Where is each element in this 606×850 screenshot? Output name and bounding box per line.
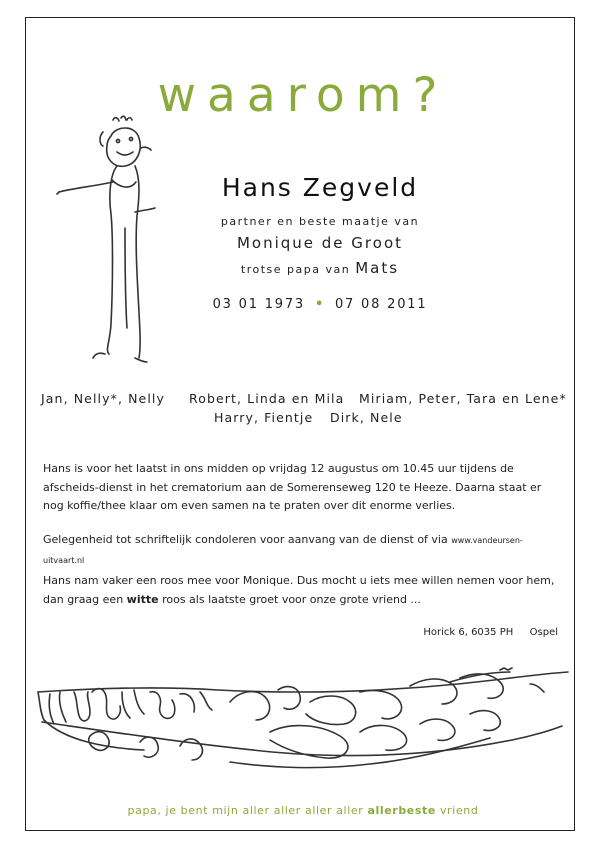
relationship-line-3 bbox=[160, 259, 480, 277]
date-separator: • bbox=[314, 297, 326, 312]
rose-text-after: roos als laatste groet voor onze grote vriend ... bbox=[162, 592, 421, 606]
address-street: Horick 6, 6035 PH bbox=[423, 627, 514, 638]
family-group-2: Robert, Linda en Mila bbox=[189, 391, 345, 406]
stick-figure-drawing bbox=[55, 108, 165, 373]
child-name: Mats bbox=[355, 259, 400, 277]
rose-paragraph bbox=[43, 572, 563, 609]
footer-text-after: vriend bbox=[440, 804, 479, 817]
rose-text-before: Hans nam vaker een roos mee voor Monique. Dus mocht u iets mee willen nemen voor hem, dan graag een bbox=[43, 574, 555, 606]
birth-date: 03 01 1973 bbox=[212, 297, 305, 312]
rose-text-bold: witte bbox=[126, 592, 159, 606]
footer-text-before: papa, je bent mijn aller aller aller aller bbox=[127, 804, 364, 817]
deceased-name: Hans Zegveld bbox=[221, 173, 419, 202]
condolence-text: Gelegenheid tot schriftelijk condoleren voor aanvang van de dienst of via bbox=[43, 533, 448, 546]
relationship-line-1: partner en beste maatje van bbox=[220, 215, 420, 228]
heading: waarom? bbox=[157, 68, 449, 123]
child-scribble-drawing bbox=[30, 662, 576, 780]
address bbox=[423, 627, 558, 638]
relationship-prefix: trotse papa van bbox=[240, 263, 351, 276]
partner-name: Monique de Groot bbox=[236, 234, 404, 252]
family-group-3: Miriam, Peter, Tara en Lene* bbox=[359, 391, 567, 406]
life-dates bbox=[160, 297, 480, 312]
address-city: Ospel bbox=[529, 627, 558, 638]
family-group-5: Dirk, Nele bbox=[330, 410, 403, 425]
service-paragraph: Hans is voor het laatst in ons midden op vrijdag 12 augustus om 10.45 uur tijdens de afscheids-dienst in het crematorium aan de Somerenseweg 120 te Heeze. Daarna staat er nog koffie/thee klaar om even samen na te praten over dit enorme verlies. bbox=[43, 462, 542, 512]
family-group-4: Harry, Fientje bbox=[214, 410, 314, 425]
footer-text-bold: allerbeste bbox=[367, 804, 436, 817]
family-group-1: Jan, Nelly*, Nelly bbox=[41, 391, 165, 406]
condolence-link[interactable]: www.vandeursen-uitvaart.nl bbox=[43, 536, 523, 565]
footer-line bbox=[0, 804, 606, 817]
death-date: 07 08 2011 bbox=[334, 297, 428, 312]
condolence-paragraph bbox=[43, 531, 563, 570]
